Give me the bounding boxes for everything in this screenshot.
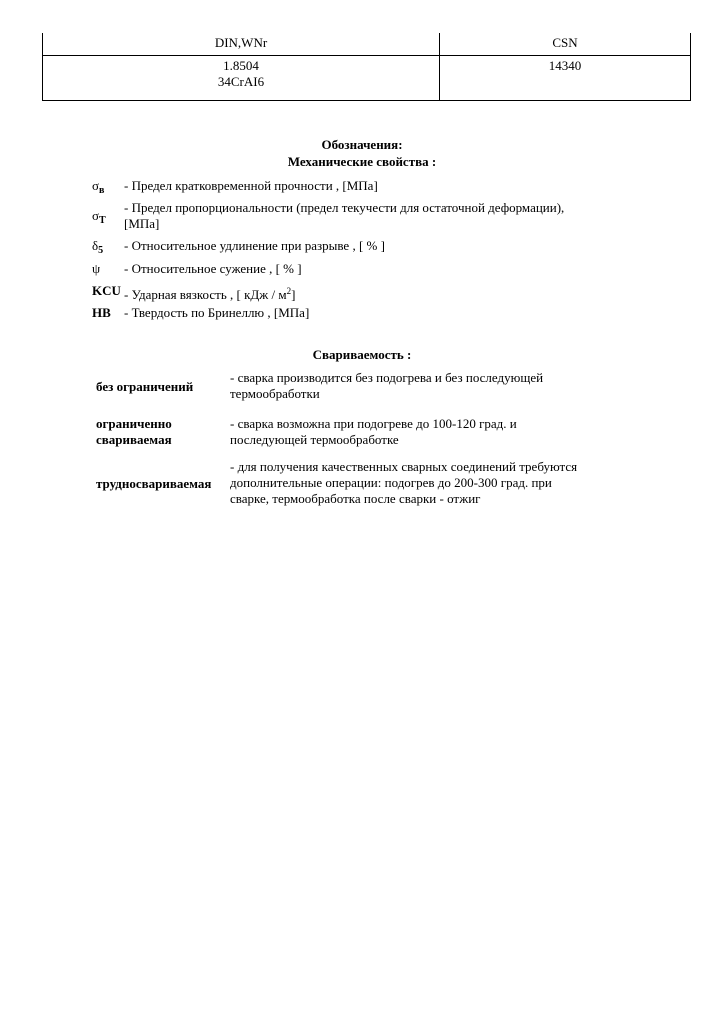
header-csn: CSN [440, 33, 691, 56]
cell-csn: 14340 [440, 56, 691, 101]
weldability-term: ограниченно свариваемая [96, 416, 172, 447]
delta-5-symbol: $\delta_5$ [92, 238, 104, 256]
cell-din-grade: 34CrAI6 [217, 74, 265, 89]
legend-item-desc: - Твердость по Бринеллю , [МПа] [124, 305, 310, 320]
sigma-t-symbol: $\sigma_T$ [92, 208, 106, 226]
hb-symbol: HB [92, 305, 111, 320]
kcu-symbol: KCU [92, 283, 121, 298]
weldability-desc: - сварка возможна при подогреве до 100-120 град. и последующей термообработке [230, 416, 517, 447]
legend-item-desc: - Относительное удлинение при разрыве , [ % ] [124, 238, 385, 253]
standards-table [42, 33, 691, 101]
legend-item-desc: - Предел пропорциональности (предел текучести для остаточной деформации), [МПа] [124, 200, 565, 231]
weldability-term: без ограничений [96, 379, 194, 394]
weldability-term: трудносвариваемая [96, 476, 212, 491]
table-header-row [43, 33, 691, 56]
weldability-desc: - для получения качественных сварных соединений требуются дополнительные операции: подогрев до 200-300 град. при сварке, термообработка после сварки - отжиг [230, 459, 578, 506]
psi-symbol: ψ [92, 261, 101, 276]
sigma-b-symbol: $\sigma_в$ [92, 178, 105, 196]
table-row [43, 56, 691, 101]
header-din: DIN,WNr [43, 33, 440, 56]
legend-item-desc: - Относительное сужение , [ % ] [124, 261, 302, 276]
legend-title: Обозначения: [321, 137, 403, 152]
cell-din [43, 56, 440, 101]
weldability-title: Свариваемость : [312, 347, 412, 362]
weldability-desc: - сварка производится без подогрева и без последующей термообработки [230, 370, 544, 401]
cell-din-number: 1.8504 [223, 58, 259, 73]
legend-item-desc: - Предел кратковременной прочности , [МПа] [124, 178, 378, 193]
legend-item-desc: - Ударная вязкость , [ кДж / $м^2$] [124, 286, 296, 302]
mechanical-properties-title: Механические свойства : [287, 154, 437, 169]
